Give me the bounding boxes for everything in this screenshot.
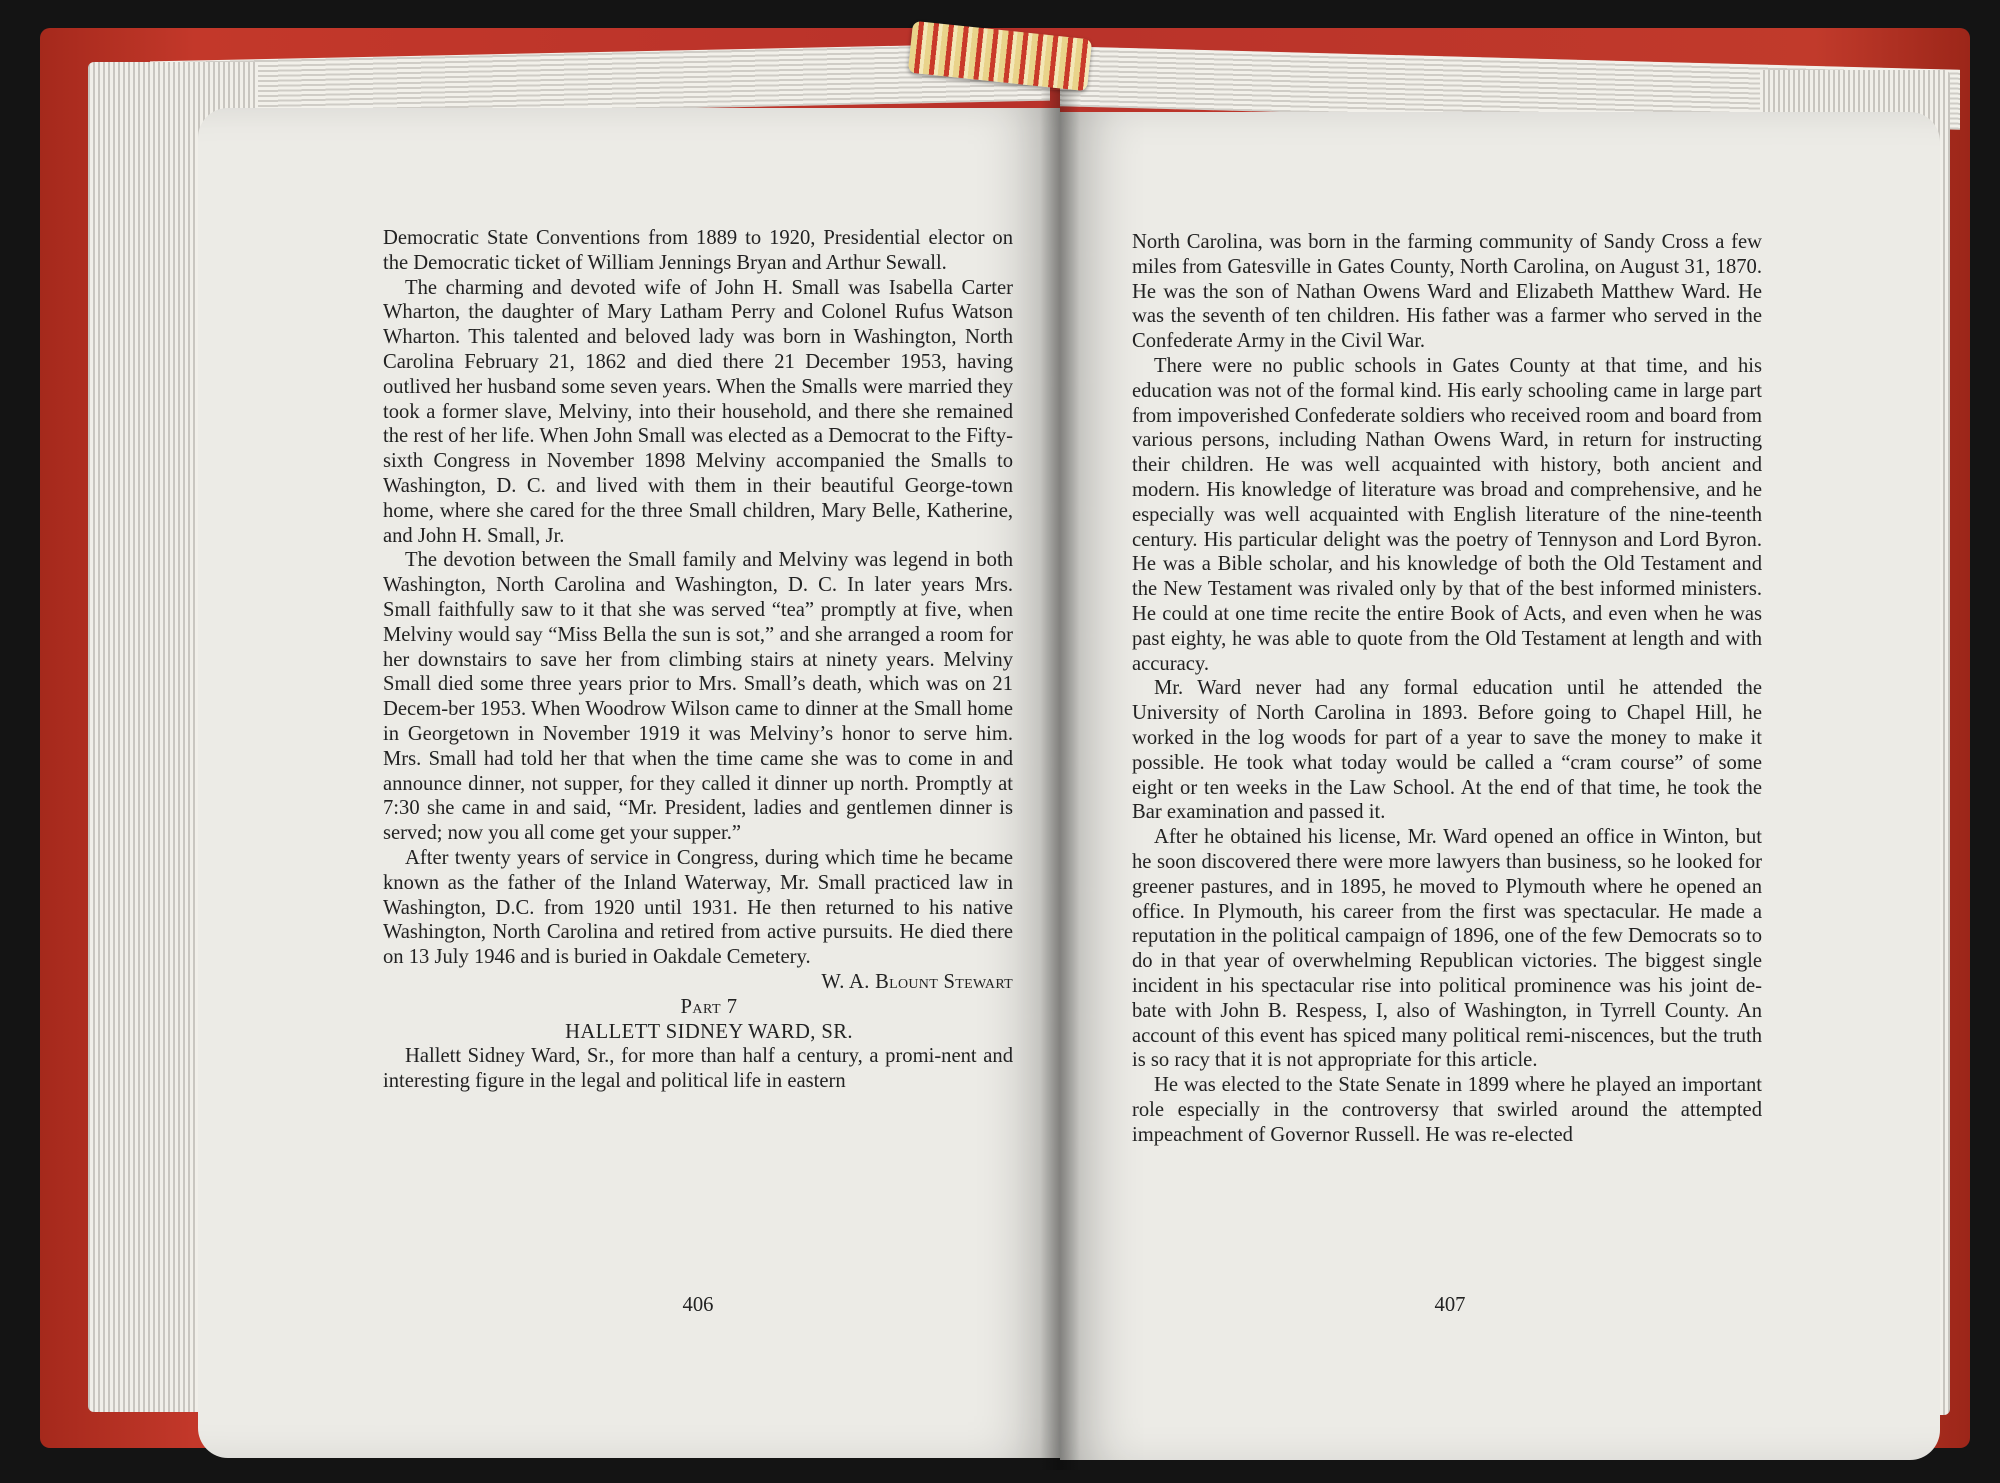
- book-gutter-shadow: [1040, 90, 1080, 1470]
- author-signature: W. A. Blount Stewart: [821, 970, 1013, 993]
- left-paragraph-2: The charming and devoted wife of John H. Small was Isabella Carter Wharton, the daughter of Mary Latham Perry and Colonel Rufus Watson Wharton. This talented and beloved lady was born in Washington, North Carolina February 21, 1862 and died there 21 December 1953, having outlived her husband some seven years. When the Smalls were married they took a former slave, Melviny, into their household, and there she remained the rest of her life. When John Small was elected as a Democrat to the Fifty-sixth Congress in November 1898 Melviny accompanied the Smalls to Washington, D. C. and lived with them in their beautiful George-town home, where she cared for the three Small children, Mary Belle, Katherine, and John H. Small, Jr.: [383, 276, 1013, 547]
- right-page-text: [1132, 230, 1762, 1147]
- section-heading: HALLETT SIDNEY WARD, SR.: [565, 1020, 853, 1043]
- right-paragraph-5: He was elected to the State Senate in 1899 where he played an important role especially in the controversy that swirled around the attempted impeachment of Governor Russell. He was re-elected: [1132, 1074, 1762, 1146]
- right-paragraph-3: Mr. Ward never had any formal education until he attended the University of North Carolina in 1893. Before going to Chapel Hill, he worked in the log woods for part of a year to save the money to make it possible. He took what today would be called a “cram course” of some eight or ten weeks in the Law School. At the end of that time, he took the Bar examination and passed it.: [1132, 677, 1762, 824]
- left-page-text: [383, 226, 1013, 1094]
- left-paragraph-3: The devotion between the Small family and Melviny was legend in both Washington, North Carolina and Washington, D. C. In later years Mrs. Small faithfully saw to it that she was served “tea” promptly at five, when Melviny would say “Miss Bella the sun is sot,” and she arranged a room for her downstairs to save her from climbing stairs at ninety years. Melviny Small died some three years prior to Mrs. Small’s death, which was on 21 Decem-ber 1953. When Woodrow Wilson came to dinner at the Small home in Georgetown in November 1919 it was Melviny’s honor to serve him. Mrs. Small had told her that when the time came she was to come in and announce dinner, not supper, for they called it dinner up north. Promptly at 7:30 she came in and said, “Mr. President, ladies and gentlemen dinner is served; now you all come get your supper.”: [383, 549, 1013, 845]
- page-number-left: 406: [682, 1294, 714, 1316]
- page-number-right: 407: [1434, 1294, 1466, 1316]
- right-page: [1060, 112, 1940, 1460]
- right-paragraph-4: After he obtained his license, Mr. Ward opened an office in Winton, but he soon discovered there were more lawyers than business, so he looked for greener pastures, and in 1895, he moved to Plymouth where he opened an office. In Plymouth, his career from the first was spectacular. He made a reputation in the political campaign of 1896, one of the few Democrats so to do in that year of overwhelming Republican victories. The biggest single incident in his spectacular rise into political prominence was his joint de-bate with John B. Respess, I, also of Washington, in Tyrrell County. An account of this event has spiced many political remi-niscences, but the truth is so racy that it is not appropriate for this article.: [1132, 826, 1762, 1072]
- part-label: Part 7: [680, 995, 738, 1018]
- left-paragraph-4: After twenty years of service in Congress, during which time he became known as the father of the Inland Waterway, Mr. Small practiced law in Washington, D.C. from 1920 until 1931. He then returned to his native Washington, North Carolina and retired from active pursuits. He died there on 13 July 1946 and is buried in Oakdale Cemetery.: [383, 846, 1013, 969]
- left-closing-paragraph: Hallett Sidney Ward, Sr., for more than half a century, a promi-nent and interesting figure in the legal and political life in eastern: [383, 1045, 1013, 1093]
- right-paragraph-1: North Carolina, was born in the farming community of Sandy Cross a few miles from Gatesville in Gates County, North Carolina, on August 31, 1870. He was the son of Nathan Owens Ward and Elizabeth Matthew Ward. He was the seventh of ten children. His father was a farmer who served in the Confederate Army in the Civil War.: [1132, 231, 1762, 353]
- left-paragraph-1: Democratic State Conventions from 1889 to 1920, Presidential elector on the Democratic ticket of William Jennings Bryan and Arthur Sewall.: [383, 227, 1013, 274]
- right-paragraph-2: There were no public schools in Gates County at that time, and his education was not of the formal kind. His early schooling came in large part from impoverished Confederate soldiers who received room and board from various persons, including Nathan Owens Ward, in return for instructing their children. He was well acquainted with history, both ancient and modern. His knowledge of literature was broad and comprehensive, and he especially was well acquainted with English literature of the nine-teenth century. His particular delight was the poetry of Tennyson and Lord Byron. He was a Bible scholar, and his knowledge of both the Old Testament and the New Testament was rivaled only by that of the best informed ministers. He could at one time recite the entire Book of Acts, and even when he was past eighty, he was able to quote from the Old Testament at length and with accuracy.: [1132, 354, 1762, 675]
- left-page: [198, 108, 1060, 1458]
